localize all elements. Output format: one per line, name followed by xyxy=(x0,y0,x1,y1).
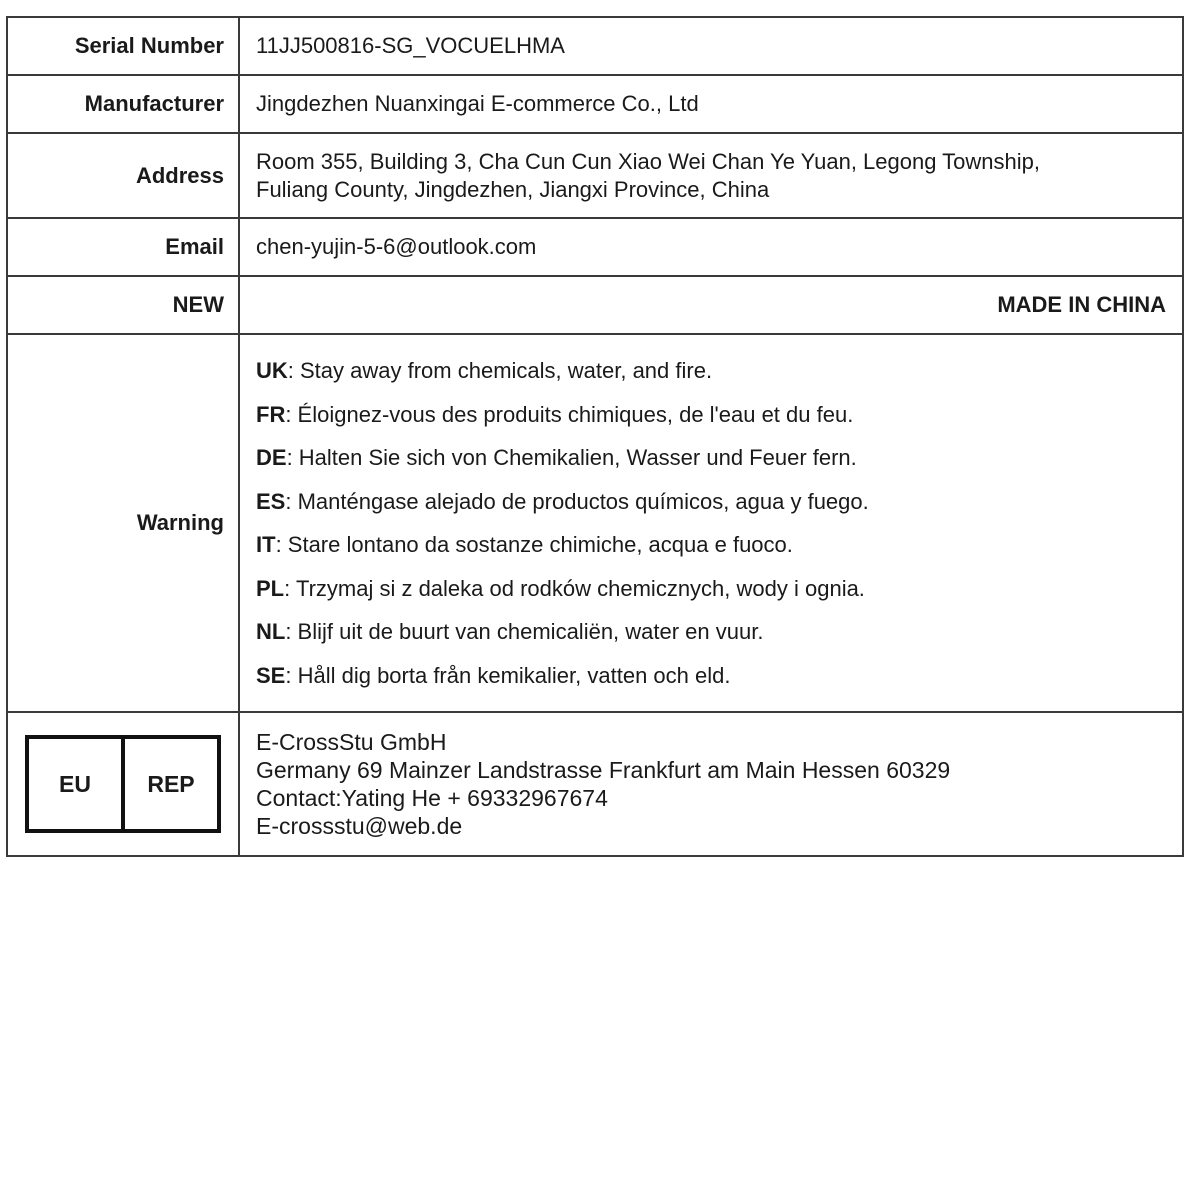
warning-text: : Manténgase alejado de productos químicos, agua y fuego. xyxy=(285,488,869,514)
manufacturer-label: Manufacturer xyxy=(7,75,239,133)
warning-code: IT xyxy=(256,532,276,557)
rep-badge-text: REP xyxy=(147,771,195,797)
email-value: chen-yujin-5-6@outlook.com xyxy=(239,218,1183,276)
made-in-china-value: MADE IN CHINA xyxy=(239,276,1183,334)
warning-code: PL xyxy=(256,575,285,601)
warning-item xyxy=(256,610,1166,654)
serial-number-row xyxy=(7,17,1183,75)
email-label: Email xyxy=(7,218,239,276)
manufacturer-value: Jingdezhen Nuanxingai E-commerce Co., Ltd xyxy=(239,75,1183,133)
address-row xyxy=(7,133,1183,218)
address-line-1: Room 355, Building 3, Cha Cun Cun Xiao Wei Chan Ye Yuan, Legong Township, xyxy=(256,148,1040,174)
serial-number-label: Serial Number xyxy=(7,17,239,75)
warning-text: : Stay away from chemicals, water, and fire. xyxy=(287,358,713,383)
serial-number-value: 11JJ500816-SG_VOCUELHMA xyxy=(239,17,1183,75)
warning-row xyxy=(7,334,1183,712)
eu-rep-address: Germany 69 Mainzer Landstrasse Frankfurt am Main Hessen 60329 xyxy=(256,757,951,783)
warning-text: : Halten Sie sich von Chemikalien, Wasser und Feuer fern. xyxy=(286,445,857,470)
warning-item xyxy=(256,567,1166,611)
eu-rep-company: E-CrossStu GmbH xyxy=(256,729,447,755)
address-value xyxy=(239,133,1183,218)
eu-rep-row xyxy=(7,712,1183,856)
warning-item xyxy=(256,480,1166,524)
warning-text: : Trzymaj si z daleka od rodków chemicznych, wody i ognia. xyxy=(284,575,865,601)
warning-list xyxy=(239,334,1183,712)
warning-code: UK xyxy=(256,358,288,383)
warning-text: : Blijf uit de buurt van chemicaliën, water en vuur. xyxy=(285,619,764,644)
warning-label: Warning xyxy=(7,334,239,712)
warning-code: SE xyxy=(256,662,286,688)
new-label: NEW xyxy=(7,276,239,334)
warning-item xyxy=(256,393,1166,437)
eu-rep-badge xyxy=(25,735,221,833)
warning-code: ES xyxy=(256,488,286,514)
warning-text: : Stare lontano da sostanze chimiche, acqua e fuoco. xyxy=(275,532,793,557)
eu-rep-badge-cell xyxy=(7,712,239,856)
warning-text: : Håll dig borta från kemikalier, vatten och eld. xyxy=(285,662,731,688)
warning-code: FR xyxy=(256,401,286,427)
warning-item xyxy=(256,436,1166,480)
email-row xyxy=(7,218,1183,276)
address-line-2: Fuliang County, Jingdezhen, Jiangxi Province, China xyxy=(256,176,770,202)
manufacturer-row xyxy=(7,75,1183,133)
warning-text: : Éloignez-vous des produits chimiques, de l'eau et du feu. xyxy=(285,401,854,427)
warning-item xyxy=(256,523,1166,567)
eu-rep-contact: Contact:Yating He + 69332967674 xyxy=(256,785,608,811)
eu-rep-details xyxy=(239,712,1183,856)
warning-code: NL xyxy=(256,619,286,644)
product-info-table xyxy=(6,16,1184,857)
eu-rep-email: E-crossstu@web.de xyxy=(256,813,463,839)
eu-badge-text: EU xyxy=(29,739,125,829)
address-label: Address xyxy=(7,133,239,218)
warning-item xyxy=(256,654,1166,698)
new-row xyxy=(7,276,1183,334)
warning-item xyxy=(256,349,1166,393)
warning-code: DE xyxy=(256,445,287,470)
